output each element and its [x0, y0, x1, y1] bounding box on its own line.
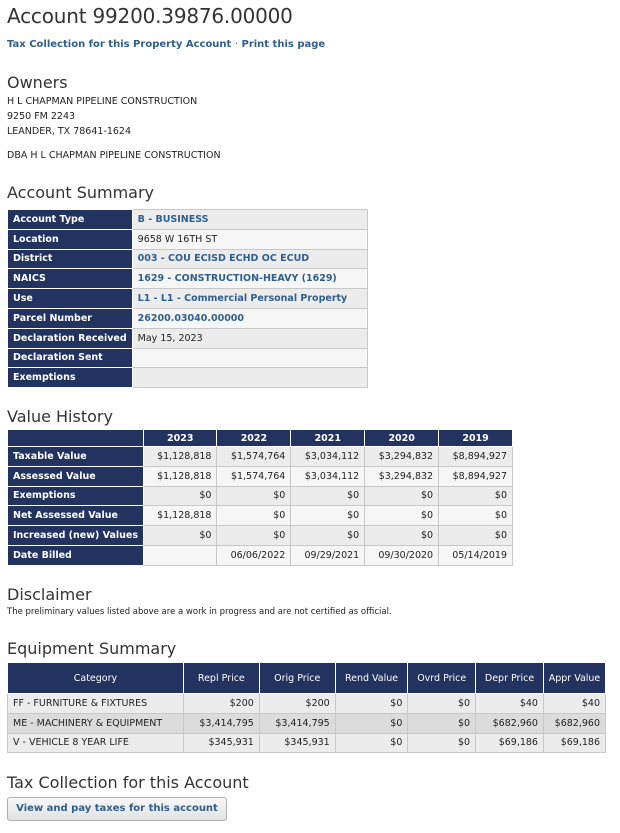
value-history-cell: 06/06/2022: [217, 545, 291, 565]
value-history-cell: $0: [291, 526, 365, 546]
account-summary-row: [8, 269, 368, 289]
account-summary-row: [8, 289, 368, 309]
owner-address: 9250 FM 2243: [7, 111, 76, 122]
equipment-summary-table: [7, 662, 606, 753]
print-link[interactable]: Print this page: [241, 39, 326, 50]
value-history-cell: 05/14/2019: [439, 545, 513, 565]
value-history-cell: $0: [439, 486, 513, 506]
tax-collection-link[interactable]: Tax Collection for this Property Account: [7, 39, 232, 50]
account-summary-value[interactable]: B - BUSINESS: [132, 210, 367, 230]
value-history-year-header: 2019: [439, 430, 513, 447]
equipment-column-header: Category: [8, 663, 184, 694]
equipment-column-header: Depr Price: [476, 663, 544, 694]
value-history-cell: $0: [365, 526, 439, 546]
equipment-cell: $0: [408, 733, 476, 753]
value-history-cell: $0: [217, 526, 291, 546]
value-history-cell: $1,574,764: [217, 466, 291, 486]
account-summary-row: [8, 249, 368, 269]
equipment-cell: $40: [543, 694, 605, 714]
value-history-heading: Value History: [7, 407, 113, 426]
account-summary-value: May 15, 2023: [132, 328, 367, 348]
value-history-cell: $0: [291, 486, 365, 506]
equipment-row: [8, 733, 606, 753]
account-summary-row: [8, 229, 368, 249]
account-summary-label: Location: [8, 229, 133, 249]
account-summary-value[interactable]: 1629 - CONSTRUCTION-HEAVY (1629): [132, 269, 367, 289]
value-history-cell: $1,128,818: [144, 447, 217, 467]
disclaimer-text: The preliminary values listed above are a work in progress and are not certified as official.: [7, 607, 392, 617]
link-separator: ·: [234, 39, 238, 50]
account-summary-value[interactable]: L1 - L1 - Commercial Personal Property: [132, 289, 367, 309]
account-summary-value: [132, 348, 367, 368]
equipment-cell: $69,186: [476, 733, 544, 753]
value-history-cell: 09/29/2021: [291, 545, 365, 565]
equipment-cell: $0: [335, 694, 408, 714]
equipment-cell: $682,960: [476, 713, 544, 733]
value-history-year-header: 2020: [365, 430, 439, 447]
owner-name: H L CHAPMAN PIPELINE CONSTRUCTION: [7, 96, 198, 107]
equipment-column-header: Ovrd Price: [408, 663, 476, 694]
account-summary-label: Declaration Received: [8, 328, 133, 348]
value-history-cell: $0: [439, 526, 513, 546]
equipment-category: V - VEHICLE 8 YEAR LIFE: [8, 733, 184, 753]
equipment-cell: $3,414,795: [183, 713, 259, 733]
page-title: Account 99200.39876.00000: [7, 4, 293, 28]
account-summary-row: [8, 328, 368, 348]
account-summary-row: [8, 368, 368, 388]
value-history-table: [7, 429, 513, 566]
value-history-row: [8, 486, 513, 506]
account-summary-table: [7, 209, 368, 388]
equipment-cell: $0: [335, 733, 408, 753]
equipment-cell: $200: [183, 694, 259, 714]
account-summary-label: Declaration Sent: [8, 348, 133, 368]
value-history-cell: $0: [365, 506, 439, 526]
value-history-cell: $0: [144, 486, 217, 506]
value-history-cell: $0: [217, 506, 291, 526]
tax-collection-heading: Tax Collection for this Account: [7, 773, 249, 792]
equipment-cell: $0: [335, 713, 408, 733]
equipment-cell: $682,960: [543, 713, 605, 733]
value-history-cell: $3,294,832: [365, 447, 439, 467]
account-summary-label: Parcel Number: [8, 308, 133, 328]
account-summary-row: [8, 348, 368, 368]
equipment-row: [8, 713, 606, 733]
value-history-cell: $3,034,112: [291, 447, 365, 467]
account-summary-heading: Account Summary: [7, 183, 155, 202]
value-history-cell: $0: [144, 526, 217, 546]
equipment-category: ME - MACHINERY & EQUIPMENT: [8, 713, 184, 733]
value-history-cell: $0: [291, 506, 365, 526]
value-history-cell: $1,128,818: [144, 466, 217, 486]
account-summary-row: [8, 308, 368, 328]
account-summary-label: Use: [8, 289, 133, 309]
account-summary-label: NAICS: [8, 269, 133, 289]
value-history-cell: $3,294,832: [365, 466, 439, 486]
value-history-label: Net Assessed Value: [8, 506, 144, 526]
equipment-cell: $40: [476, 694, 544, 714]
equipment-cell: $69,186: [543, 733, 605, 753]
owner-dba: DBA H L CHAPMAN PIPELINE CONSTRUCTION: [7, 150, 221, 161]
account-summary-label: Account Type: [8, 210, 133, 230]
value-history-year-header: 2021: [291, 430, 365, 447]
value-history-row: [8, 466, 513, 486]
value-history-cell: $0: [217, 486, 291, 506]
equipment-row: [8, 694, 606, 714]
value-history-row: [8, 545, 513, 565]
equipment-cell: $0: [408, 694, 476, 714]
account-summary-value: [132, 368, 367, 388]
equipment-cell: $200: [259, 694, 335, 714]
equipment-column-header: Appr Value: [543, 663, 605, 694]
value-history-cell: [144, 545, 217, 565]
account-summary-value[interactable]: 003 - COU ECISD ECHD OC ECUD: [132, 249, 367, 269]
owner-city: LEANDER, TX 78641-1624: [7, 126, 132, 137]
disclaimer-heading: Disclaimer: [7, 585, 92, 604]
value-history-row: [8, 506, 513, 526]
value-history-cell: $8,894,927: [439, 447, 513, 467]
value-history-cell: $1,128,818: [144, 506, 217, 526]
value-history-cell: $8,894,927: [439, 466, 513, 486]
equipment-cell: $345,931: [183, 733, 259, 753]
value-history-cell: $1,574,764: [217, 447, 291, 467]
equipment-column-header: Orig Price: [259, 663, 335, 694]
equipment-category: FF - FURNITURE & FIXTURES: [8, 694, 184, 714]
value-history-label: Assessed Value: [8, 466, 144, 486]
value-history-year-header: 2022: [217, 430, 291, 447]
owners-heading: Owners: [7, 73, 68, 92]
value-history-cell: $3,034,112: [291, 466, 365, 486]
account-summary-value: 9658 W 16TH ST: [132, 229, 367, 249]
account-summary-row: [8, 210, 368, 230]
account-summary-label: District: [8, 249, 133, 269]
account-summary-value[interactable]: 26200.03040.00000: [132, 308, 367, 328]
value-history-year-header: 2023: [144, 430, 217, 447]
value-history-cell: 09/30/2020: [365, 545, 439, 565]
equipment-cell: $3,414,795: [259, 713, 335, 733]
value-history-row: [8, 447, 513, 467]
value-history-cell: $0: [365, 486, 439, 506]
value-history-label: Exemptions: [8, 486, 144, 506]
account-summary-label: Exemptions: [8, 368, 133, 388]
value-history-label: Date Billed: [8, 545, 144, 565]
value-history-row: [8, 526, 513, 546]
equipment-column-header: Rend Value: [335, 663, 408, 694]
value-history-corner: [8, 430, 144, 447]
equipment-column-header: Repl Price: [183, 663, 259, 694]
value-history-label: Increased (new) Values: [8, 526, 144, 546]
value-history-label: Taxable Value: [8, 447, 144, 467]
equipment-cell: $0: [408, 713, 476, 733]
equipment-summary-heading: Equipment Summary: [7, 639, 177, 658]
equipment-cell: $345,931: [259, 733, 335, 753]
value-history-cell: $0: [439, 506, 513, 526]
view-pay-taxes-button[interactable]: View and pay taxes for this account: [7, 797, 227, 821]
top-links: [7, 39, 325, 50]
